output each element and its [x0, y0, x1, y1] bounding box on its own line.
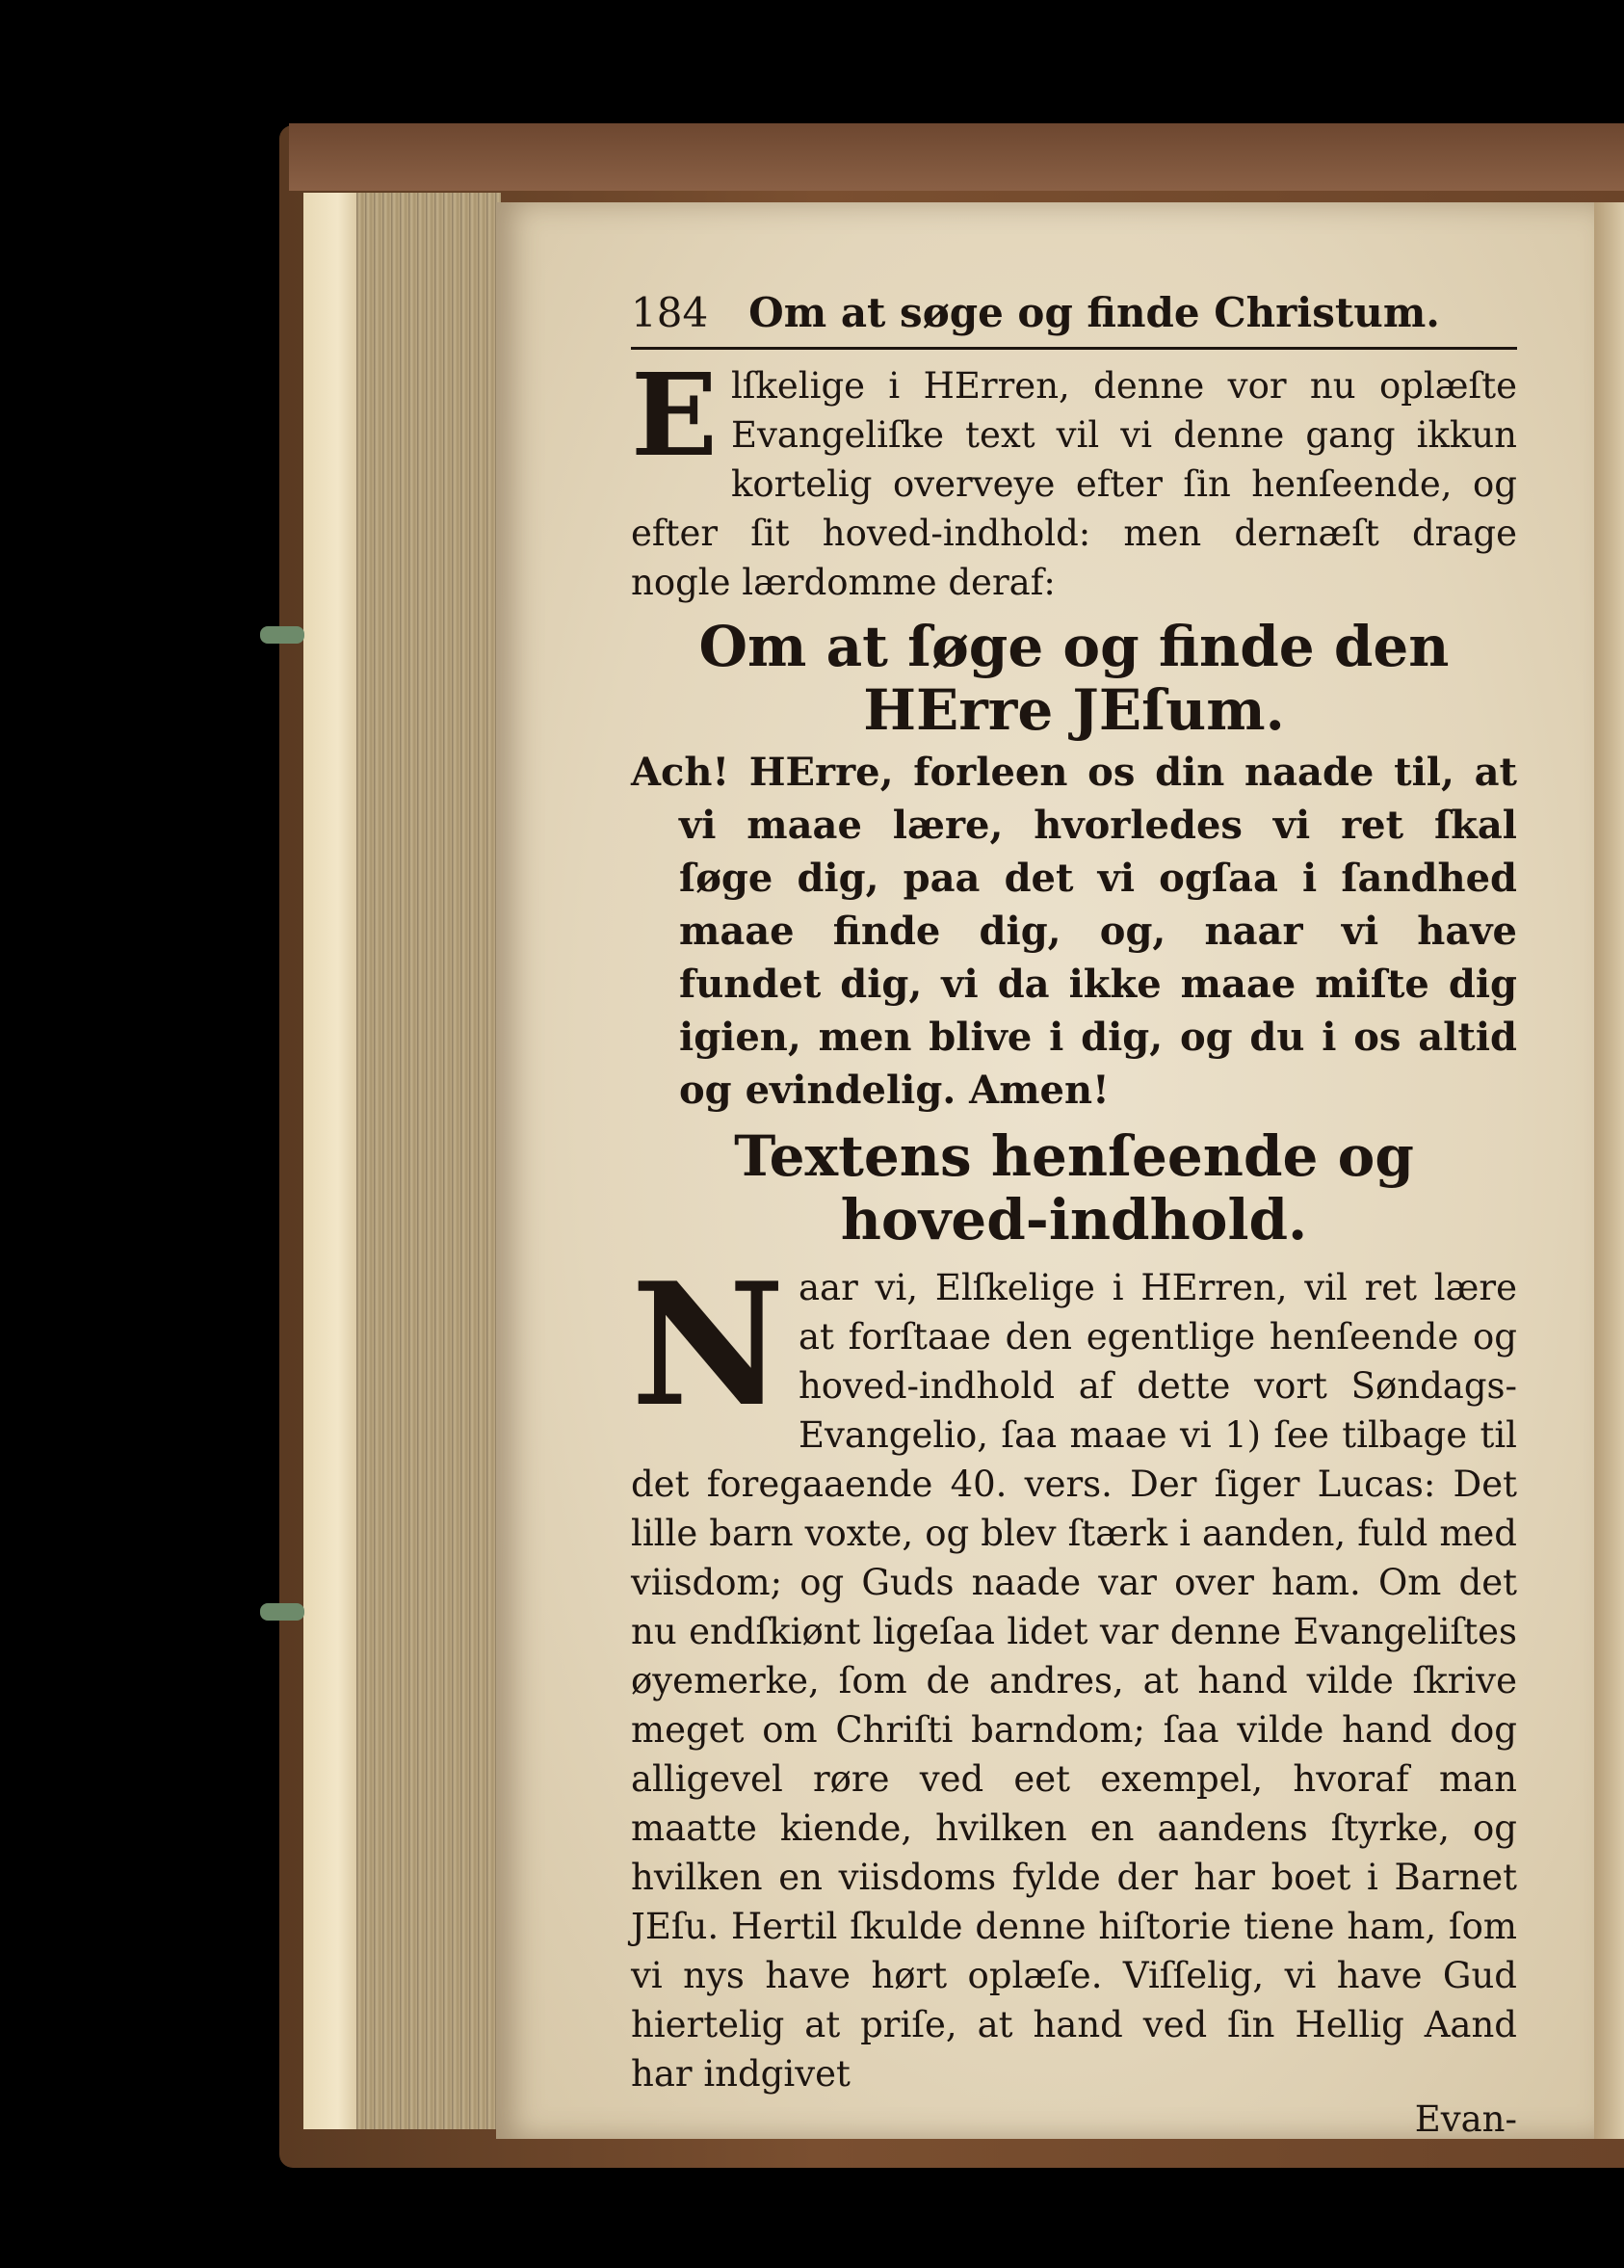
next-page-edge	[1594, 202, 1624, 2139]
running-title: Om at søge og finde Christum.	[748, 289, 1440, 336]
book-top-edge	[289, 123, 1624, 191]
left-page-block	[303, 193, 361, 2129]
section-heading: Textens henſeende og hoved-indhold.	[734, 1123, 1414, 1253]
section-heading: Om at ſøge og finde den HErre JEſum.	[698, 614, 1450, 743]
dropcap: N	[631, 1247, 785, 1444]
intro-paragraph	[631, 348, 1517, 607]
page-edges	[356, 193, 501, 2129]
catchword: Evan-	[1414, 2098, 1517, 2140]
body-text: aar vi, Elſkelige i HErren, vil ret lære at forſtaae den egentlige henſeende og hoved-indhold af dette vort Søndags-Evangelio, ſaa maae vi 1) ſee tilbage til det foregaaende 40. vers. Der ſiger Lucas: Det lille barn voxte, og blev ſtærk i aanden, fuld med viisdom; og Guds naade var over ham. Om det nu endſkiønt ligeſaa lidet var denne Evangeliſtes øyemerke, ſom de andres, at hand vilde ſkrive meget om Chriſti barndom; ſaa vilde hand dog alligevel røre ved eet exempel, hvoraf man maatte kiende, hvilken en aandens ſtyrke, og hvilken en viisdoms fylde der har boet i Barnet JEſu. Hertil ſkulde denne hiſtorie tiene ham, ſom vi nys have hørt oplæſe. Viſſelig, vi have Gud hiertelig at priſe, at hand ved ſin Hellig Aand har indgivet	[631, 1267, 1517, 2095]
dropcap: E	[631, 348, 718, 482]
ribbon-marker	[260, 626, 304, 644]
ribbon-marker	[260, 1603, 304, 1621]
prayer-paragraph: Ach! HErre, forleen os din naade til, at vi maae lære, hvorledes vi ret ſkal ſøge dig, paa det vi ogſaa i ſandhed maae finde dig, og, naar vi have fundet dig, vi da ikke maae miſte dig igien, men blive i dig, og du i os altid og evindelig. Amen!	[631, 750, 1517, 1113]
page-text	[631, 289, 1517, 2140]
intro-text: lſkelige i HErren, denne vor nu oplæſte Evangeliſke text vil vi denne gang ikkun kortelig overveye efter ſin henſeende, og efter ſit hoved-indhold: men dernæſt drage nogle lærdomme deraf:	[631, 365, 1517, 603]
running-header	[631, 289, 1517, 350]
body-paragraph	[631, 1247, 1517, 2098]
page-number: 184	[631, 289, 709, 336]
